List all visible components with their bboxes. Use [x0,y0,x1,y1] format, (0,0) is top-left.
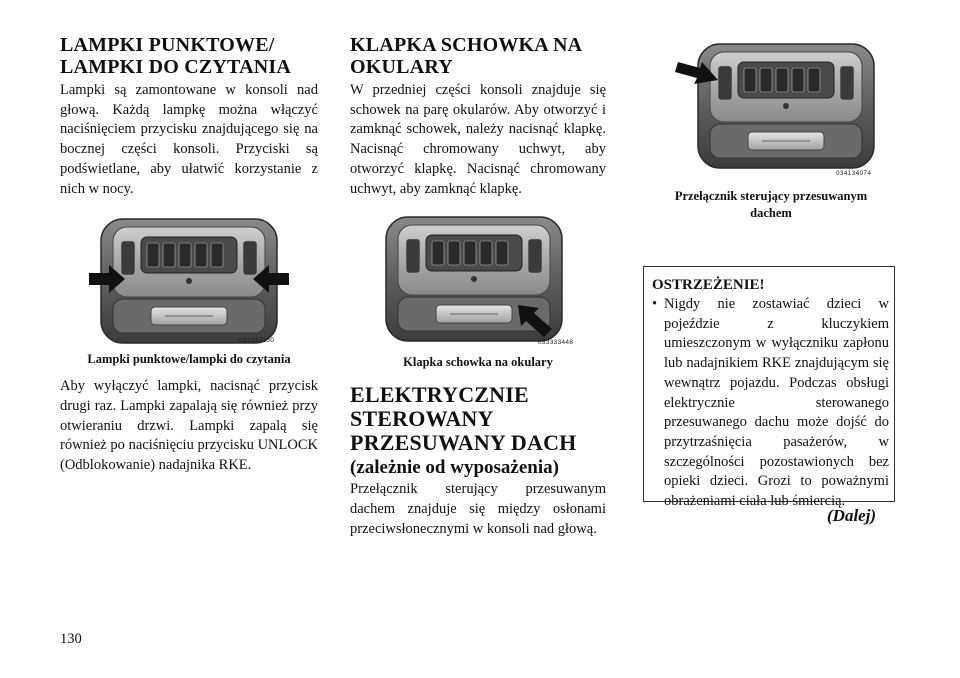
sunroof-switch-figure [666,40,876,178]
section-title-reading-lamps [60,34,318,78]
title-line: STEROWANY [350,406,494,432]
warning-text: Nigdy nie zostawiać dzieci w pojeździe z kluczykiem umieszczonym w wyłączniku zapłonu lub nadajnikiem RKE znajdującym się wewnątrz pojazdu. Podczas obsługi elektrycznie sterowanego przesuwanego dachu może dojść do przytrzaśnięcia pasażerów, w szczególności pozostawionych bez opieki dzieci. Grozi to poważnymi obrażeniami ciała lub śmiercią. [664,296,889,510]
title-line: OKULARY [350,56,453,78]
warning-item [652,295,889,512]
continued-label: (Dalej) [827,506,877,525]
reading-lamps-paragraph-2: Aby wyłączyć lampki, nacisnąć przycisk drugi raz. Lampki zapalają się również przy otwieraniu drzwi. Lampki zapalą się również po naciśnięciu przycisku UNLOCK (Odblokowanie) nadajnika RKE. [60,378,318,474]
title-line: PRZESUWANY DACH [350,430,577,456]
overhead-console-illustration [666,40,876,178]
title-line: LAMPKI DO CZYTANIA [60,56,292,78]
title-line: LAMPKI PUNKTOWE/ [60,34,275,56]
title-line: KLAPKA SCHOWKA NA [350,34,583,56]
sunglass-bin-figure [378,213,578,347]
overhead-console-illustration [378,213,578,347]
column-middle [350,34,606,539]
title-line: ELEKTRYCZNIE [350,382,529,408]
figure-code: 031433150 [239,337,275,345]
section-subtitle: (zależnie od wyposażenia) [350,457,559,479]
sunroof-paragraph: Przełącznik sterujący przesuwanym dachem znajduje się między osłonami przeciwsłonecznymi w konsoli nad głową. [350,481,606,537]
overhead-console-illustration [89,215,289,345]
warning-box [643,266,895,510]
warning-title: OSTRZEŻENIE! [652,277,765,293]
section-title-sunglass-bin [350,34,606,78]
bullet: • [652,296,658,312]
caption-line: dachem [750,206,792,220]
page-number: 130 [60,631,82,647]
column-right [645,40,897,222]
figure-caption [645,188,897,222]
reading-lamps-paragraph: Lampki są zamontowane w konsoli nad głową. Każdą lampkę można włączyć naciśnięciem przycisku znajdującego się na bocznej części konsoli. Przyciski są podświetlane, aby ułatwić korzystanie z nich w nocy. [60,82,318,197]
section-title-sunroof [350,383,606,455]
figure-caption: Klapka schowka na okulary [403,355,553,370]
caption-line: Przełącznik sterujący przesuwanym [674,189,868,203]
sunglass-bin-paragraph: W przedniej części konsoli znajduje się schowek na parę okularów. Aby otworzyć i zamknąć schowek, należy nacisnąć klapkę. Nacisnąć chromowany uchwyt, aby otworzyć klapkę. Nacisnąć chromowany uchwyt, aby zamknąć klapkę. [350,82,606,197]
column-left [60,34,318,476]
figure-code: 034134074 [836,170,872,177]
figure-caption: Lampki punktowe/lampki do czytania [87,352,291,367]
reading-lamps-figure [89,215,289,345]
figure-code: 033333448 [538,339,574,347]
